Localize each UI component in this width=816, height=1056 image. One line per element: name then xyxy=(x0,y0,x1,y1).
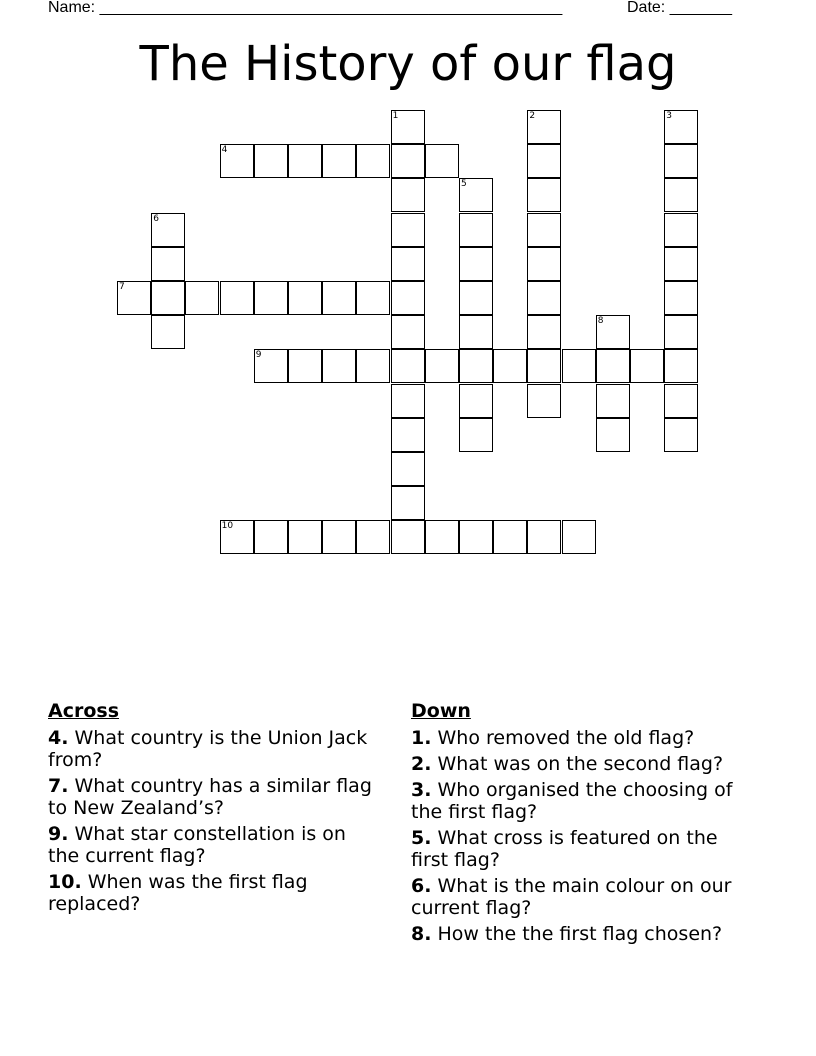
clue-number-label: 7 xyxy=(119,282,125,292)
down-heading: Down xyxy=(411,700,471,722)
crossword-cell[interactable] xyxy=(527,247,561,281)
crossword-cell[interactable] xyxy=(185,281,219,315)
crossword-cell[interactable] xyxy=(151,213,185,247)
clue-down-8 xyxy=(411,923,756,945)
crossword-cell[interactable] xyxy=(596,384,630,418)
crossword-cell[interactable] xyxy=(254,281,288,315)
clue-number: 3. xyxy=(411,779,432,801)
crossword-cell[interactable] xyxy=(664,247,698,281)
crossword-cell[interactable] xyxy=(391,520,425,554)
crossword-cell[interactable] xyxy=(596,349,630,383)
name-field-label: Name: ____________________________________________________ xyxy=(48,0,563,16)
crossword-cell[interactable] xyxy=(322,144,356,178)
clue-number: 10. xyxy=(48,871,82,893)
crossword-cell[interactable] xyxy=(527,315,561,349)
crossword-cell[interactable] xyxy=(664,418,698,452)
clue-text: What cross is featured on the first flag? xyxy=(411,827,718,871)
crossword-cell[interactable] xyxy=(220,281,254,315)
clue-number-label: 9 xyxy=(255,350,262,361)
crossword-cell[interactable] xyxy=(425,349,459,383)
crossword-cell[interactable] xyxy=(459,315,493,349)
crossword-cell[interactable] xyxy=(391,315,425,349)
clue-number-label: 1 xyxy=(392,111,399,121)
clue-number: 5. xyxy=(411,827,432,849)
clue-across-7 xyxy=(48,775,378,819)
crossword-cell[interactable] xyxy=(664,144,698,178)
clue-number-label: 6 xyxy=(153,213,159,224)
clue-text: Who organised the choosing of the first flag? xyxy=(411,779,733,823)
crossword-cell[interactable] xyxy=(391,213,425,247)
clue-across-9 xyxy=(48,823,378,867)
clue-number: 6. xyxy=(411,875,432,897)
clue-down-5 xyxy=(411,827,756,871)
crossword-cell[interactable] xyxy=(527,384,561,418)
crossword-cell[interactable] xyxy=(391,247,425,281)
crossword-cell[interactable] xyxy=(527,349,561,383)
clue-number: 8. xyxy=(411,923,432,945)
crossword-cell[interactable] xyxy=(117,281,151,315)
crossword-cell[interactable] xyxy=(562,349,596,383)
crossword-cell[interactable] xyxy=(151,315,185,349)
clue-number: 4. xyxy=(48,727,69,749)
clue-number-label: 2 xyxy=(529,111,536,121)
clue-number-label: 10 xyxy=(221,521,234,532)
across-heading: Across xyxy=(48,700,120,722)
crossword-cell[interactable] xyxy=(391,418,425,452)
crossword-cell[interactable] xyxy=(254,520,288,554)
crossword-cell[interactable] xyxy=(493,349,527,383)
crossword-cell[interactable] xyxy=(425,144,459,178)
crossword-cell[interactable] xyxy=(459,178,493,212)
crossword-cell[interactable] xyxy=(664,281,698,315)
clue-text: What was on the second flag? xyxy=(437,753,724,775)
clue-down-1 xyxy=(411,727,756,749)
crossword-cell[interactable] xyxy=(459,281,493,315)
crossword-cell[interactable] xyxy=(459,418,493,452)
clue-number: 1. xyxy=(411,727,432,749)
crossword-cell[interactable] xyxy=(664,384,698,418)
crossword-cell[interactable] xyxy=(356,520,390,554)
date-field-label: Date: _______ xyxy=(627,0,732,16)
crossword-cell[interactable] xyxy=(356,281,390,315)
clue-across-10 xyxy=(48,871,378,915)
crossword-cell[interactable] xyxy=(356,144,390,178)
crossword-cell[interactable] xyxy=(596,315,630,349)
crossword-cell[interactable] xyxy=(288,349,322,383)
crossword-cell[interactable] xyxy=(527,144,561,178)
crossword-cell[interactable] xyxy=(664,178,698,212)
clue-number-label: 4 xyxy=(221,145,228,156)
page-title: The History of our flag xyxy=(139,36,677,92)
crossword-cell[interactable] xyxy=(254,144,288,178)
clue-number: 7. xyxy=(48,775,69,797)
clue-number: 9. xyxy=(48,823,69,845)
crossword-cell[interactable] xyxy=(391,486,425,520)
crossword-cell[interactable] xyxy=(527,213,561,247)
crossword-cell[interactable] xyxy=(459,384,493,418)
clue-down-2 xyxy=(411,753,756,775)
crossword-cell[interactable] xyxy=(356,349,390,383)
crossword-cell[interactable] xyxy=(288,281,322,315)
crossword-cell[interactable] xyxy=(664,213,698,247)
crossword-cell[interactable] xyxy=(288,520,322,554)
clue-number: 2. xyxy=(411,753,432,775)
crossword-cell[interactable] xyxy=(493,520,527,554)
clue-text: Who removed the old flag? xyxy=(437,727,695,749)
crossword-cell[interactable] xyxy=(391,144,425,178)
clue-number-label: 3 xyxy=(666,111,672,121)
crossword-cell[interactable] xyxy=(391,110,425,144)
crossword-cell[interactable] xyxy=(562,520,596,554)
across-clues xyxy=(48,700,378,919)
crossword-cell[interactable] xyxy=(220,520,254,554)
down-clues xyxy=(411,700,756,949)
crossword-cell[interactable] xyxy=(459,349,493,383)
crossword-cell[interactable] xyxy=(322,349,356,383)
clue-down-3 xyxy=(411,779,756,823)
clue-down-6 xyxy=(411,875,756,919)
clue-text: What star constellation is on the current flag? xyxy=(48,823,346,867)
crossword-cell[interactable] xyxy=(322,520,356,554)
crossword-cell[interactable] xyxy=(151,247,185,281)
crossword-cell[interactable] xyxy=(288,144,322,178)
crossword-cell[interactable] xyxy=(322,281,356,315)
crossword-cell[interactable] xyxy=(391,452,425,486)
crossword-cell[interactable] xyxy=(664,315,698,349)
crossword-cell[interactable] xyxy=(527,110,561,144)
crossword-cell[interactable] xyxy=(527,178,561,212)
crossword-cell[interactable] xyxy=(664,349,698,383)
crossword-cell[interactable] xyxy=(459,520,493,554)
crossword-cell[interactable] xyxy=(596,418,630,452)
crossword-cell[interactable] xyxy=(220,144,254,178)
crossword-cell[interactable] xyxy=(527,520,561,554)
crossword-cell[interactable] xyxy=(391,281,425,315)
crossword-cell[interactable] xyxy=(630,349,664,383)
clue-text: How the the first flag chosen? xyxy=(437,923,723,945)
crossword-cell[interactable] xyxy=(151,281,185,315)
crossword-cell[interactable] xyxy=(527,281,561,315)
crossword-cell[interactable] xyxy=(459,213,493,247)
clue-text: What is the main colour on our current flag? xyxy=(411,875,732,919)
clue-number-label: 5 xyxy=(461,179,467,190)
clue-number-label: 8 xyxy=(597,316,604,327)
crossword-cell[interactable] xyxy=(425,520,459,554)
crossword-cell[interactable] xyxy=(391,384,425,418)
crossword-cell[interactable] xyxy=(664,110,698,144)
clue-across-4 xyxy=(48,727,378,771)
clue-text: When was the first flag replaced? xyxy=(48,871,308,915)
crossword-cell[interactable] xyxy=(391,349,425,383)
crossword-cell[interactable] xyxy=(254,349,288,383)
crossword-cell[interactable] xyxy=(391,178,425,212)
crossword-cell[interactable] xyxy=(459,247,493,281)
clue-text: What country is the Union Jack from? xyxy=(48,727,368,771)
clue-text: What country has a similar flag to New Zealand’s? xyxy=(48,775,372,819)
